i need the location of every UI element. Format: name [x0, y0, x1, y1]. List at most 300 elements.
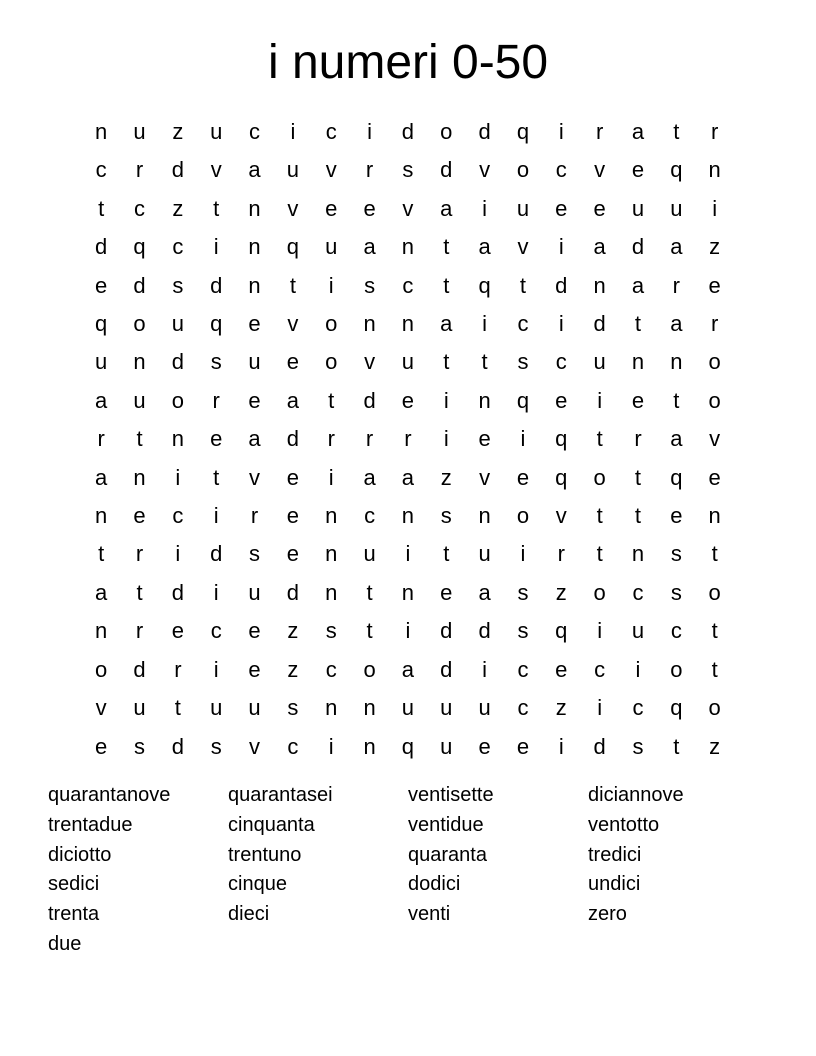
- grid-letter[interactable]: r: [250, 503, 259, 529]
- grid-letter[interactable]: n: [708, 157, 721, 183]
- grid-letter[interactable]: i: [405, 541, 411, 567]
- grid-letter[interactable]: u: [95, 349, 108, 375]
- grid-letter[interactable]: v: [479, 157, 491, 183]
- grid-letter[interactable]: e: [555, 195, 568, 221]
- grid-letter[interactable]: i: [328, 733, 334, 759]
- grid-letter[interactable]: n: [670, 349, 683, 375]
- grid-letter[interactable]: i: [635, 656, 641, 682]
- grid-letter[interactable]: a: [440, 195, 453, 221]
- grid-letter[interactable]: n: [708, 503, 721, 529]
- grid-letter[interactable]: t: [634, 464, 642, 490]
- grid-letter[interactable]: z: [709, 234, 721, 260]
- grid-letter[interactable]: n: [133, 464, 146, 490]
- grid-letter[interactable]: a: [631, 272, 645, 298]
- grid-letter[interactable]: s: [287, 695, 299, 721]
- grid-letter[interactable]: e: [286, 464, 300, 490]
- grid-letter[interactable]: r: [672, 272, 680, 298]
- grid-letter[interactable]: o: [133, 311, 146, 337]
- grid-letter[interactable]: s: [210, 733, 222, 759]
- grid-letter[interactable]: n: [171, 426, 184, 452]
- grid-letter[interactable]: q: [670, 464, 683, 490]
- grid-letter[interactable]: u: [133, 387, 146, 413]
- grid-letter[interactable]: d: [401, 119, 415, 144]
- grid-letter[interactable]: r: [135, 541, 144, 567]
- grid-letter[interactable]: r: [404, 426, 412, 452]
- grid-letter[interactable]: n: [325, 503, 338, 529]
- grid-letter[interactable]: n: [631, 541, 645, 567]
- word-bank-item: tredici: [588, 843, 642, 866]
- grid-letter[interactable]: i: [213, 579, 219, 605]
- grid-letter[interactable]: u: [478, 695, 491, 721]
- grid-letter[interactable]: z: [440, 464, 452, 490]
- grid-letter[interactable]: u: [325, 234, 338, 260]
- word-bank-item: due: [48, 932, 82, 955]
- grid-letter[interactable]: r: [365, 426, 374, 452]
- grid-letter[interactable]: t: [596, 503, 603, 529]
- grid-letter[interactable]: o: [708, 387, 721, 413]
- grid-letter[interactable]: i: [558, 733, 564, 759]
- word-bank-item: ventidue: [408, 813, 484, 836]
- grid-letter[interactable]: t: [634, 503, 642, 529]
- grid-letter[interactable]: c: [325, 119, 337, 144]
- grid-letter[interactable]: r: [97, 426, 105, 452]
- grid-letter[interactable]: a: [248, 157, 261, 183]
- grid-letter[interactable]: u: [440, 733, 453, 759]
- grid-letter[interactable]: i: [175, 464, 181, 490]
- grid-letter[interactable]: e: [95, 272, 108, 298]
- word-bank-item: trentuno: [228, 843, 302, 866]
- grid-letter[interactable]: i: [213, 234, 219, 260]
- grid-letter[interactable]: z: [555, 695, 567, 721]
- grid-letter[interactable]: o: [95, 656, 108, 682]
- grid-letter[interactable]: r: [634, 426, 642, 452]
- grid-letter[interactable]: n: [363, 311, 376, 337]
- grid-letter[interactable]: t: [136, 579, 143, 605]
- grid-letter[interactable]: n: [133, 349, 146, 375]
- grid-letter[interactable]: t: [443, 272, 450, 298]
- grid-letter[interactable]: t: [98, 541, 105, 567]
- grid-row: [82, 728, 734, 766]
- grid-letter[interactable]: o: [516, 503, 530, 529]
- grid-letter[interactable]: u: [631, 618, 645, 644]
- grid-letter[interactable]: i: [597, 387, 603, 413]
- grid-letter[interactable]: d: [478, 618, 491, 644]
- grid-letter[interactable]: c: [210, 618, 222, 644]
- grid-letter[interactable]: d: [210, 541, 223, 567]
- grid-letter[interactable]: d: [555, 272, 568, 298]
- grid-letter[interactable]: n: [95, 119, 108, 144]
- grid-letter[interactable]: c: [287, 733, 299, 759]
- grid-letter[interactable]: e: [478, 426, 491, 452]
- grid-letter[interactable]: d: [593, 311, 606, 337]
- grid-letter[interactable]: i: [597, 618, 603, 644]
- grid-letter[interactable]: s: [440, 503, 452, 529]
- grid-letter[interactable]: s: [670, 541, 682, 567]
- grid-letter[interactable]: o: [708, 695, 721, 721]
- grid-letter[interactable]: t: [519, 272, 527, 298]
- grid-letter[interactable]: u: [210, 695, 223, 721]
- grid-letter[interactable]: d: [171, 733, 184, 759]
- grid-letter[interactable]: n: [478, 387, 491, 413]
- grid-letter[interactable]: u: [248, 695, 261, 721]
- grid-letter[interactable]: e: [248, 387, 261, 413]
- grid-letter[interactable]: s: [210, 349, 222, 375]
- grid-letter[interactable]: t: [366, 579, 373, 605]
- grid-letter[interactable]: d: [631, 234, 645, 260]
- grid-letter[interactable]: o: [440, 119, 453, 144]
- grid-letter[interactable]: a: [95, 579, 108, 605]
- grid-letter[interactable]: a: [401, 464, 415, 490]
- grid-letter[interactable]: t: [328, 387, 335, 413]
- grid-letter[interactable]: u: [478, 541, 491, 567]
- grid-letter[interactable]: a: [670, 234, 683, 260]
- grid-letter[interactable]: n: [631, 349, 645, 375]
- word-bank-item: zero: [588, 903, 627, 926]
- grid-row: [82, 267, 734, 305]
- grid-letter[interactable]: v: [364, 349, 376, 375]
- grid-letter[interactable]: t: [634, 311, 642, 337]
- grid-letter[interactable]: d: [440, 656, 453, 682]
- grid-letter[interactable]: c: [249, 119, 261, 144]
- grid-letter[interactable]: n: [363, 695, 376, 721]
- grid-letter[interactable]: c: [555, 157, 567, 183]
- grid-letter[interactable]: t: [596, 541, 603, 567]
- grid-letter[interactable]: r: [365, 157, 374, 183]
- grid-letter[interactable]: t: [213, 195, 220, 221]
- grid-letter[interactable]: r: [327, 426, 335, 452]
- grid-letter[interactable]: e: [631, 387, 645, 413]
- grid-letter[interactable]: e: [593, 195, 606, 221]
- grid-letter[interactable]: c: [670, 618, 682, 644]
- grid-letter[interactable]: d: [133, 656, 146, 682]
- grid-letter[interactable]: v: [479, 464, 491, 490]
- grid-letter[interactable]: d: [593, 733, 606, 759]
- grid-letter[interactable]: n: [401, 579, 415, 605]
- grid-letter[interactable]: c: [632, 579, 644, 605]
- grid-letter[interactable]: n: [401, 311, 415, 337]
- grid-letter[interactable]: n: [401, 234, 415, 260]
- grid-letter[interactable]: o: [516, 157, 530, 183]
- grid-letter[interactable]: n: [95, 618, 108, 644]
- grid-letter[interactable]: i: [367, 119, 373, 144]
- grid-letter[interactable]: s: [670, 579, 682, 605]
- grid-letter[interactable]: d: [171, 157, 184, 183]
- grid-letter[interactable]: i: [443, 387, 449, 413]
- grid-letter[interactable]: c: [172, 503, 184, 529]
- grid-letter[interactable]: q: [555, 618, 568, 644]
- grid-letter[interactable]: q: [478, 272, 491, 298]
- word-bank-item: ventotto: [588, 813, 660, 836]
- grid-letter[interactable]: i: [520, 426, 526, 452]
- grid-letter[interactable]: e: [286, 503, 300, 529]
- grid-letter[interactable]: v: [210, 157, 222, 183]
- grid-letter[interactable]: a: [631, 119, 645, 144]
- grid-letter[interactable]: r: [135, 157, 144, 183]
- grid-letter[interactable]: i: [482, 195, 488, 221]
- grid-letter[interactable]: s: [364, 272, 376, 298]
- grid-letter[interactable]: n: [325, 695, 338, 721]
- grid-letter[interactable]: u: [286, 157, 300, 183]
- grid-letter[interactable]: a: [401, 656, 415, 682]
- word-bank-item: trenta: [48, 903, 100, 926]
- grid-letter[interactable]: s: [249, 541, 261, 567]
- grid-letter[interactable]: n: [363, 733, 376, 759]
- grid-letter[interactable]: n: [593, 272, 606, 298]
- grid-letter[interactable]: t: [366, 618, 373, 644]
- grid-letter[interactable]: n: [401, 503, 415, 529]
- grid-letter[interactable]: q: [670, 157, 683, 183]
- grid-letter[interactable]: c: [325, 656, 337, 682]
- grid-letter[interactable]: t: [481, 349, 488, 375]
- grid-letter[interactable]: v: [709, 426, 721, 452]
- grid-letter[interactable]: a: [478, 579, 491, 605]
- grid-letter[interactable]: s: [172, 272, 184, 298]
- grid-letter[interactable]: e: [555, 387, 568, 413]
- grid-letter[interactable]: e: [248, 618, 261, 644]
- grid-letter[interactable]: o: [325, 349, 338, 375]
- grid-letter[interactable]: a: [670, 311, 683, 337]
- grid-letter[interactable]: i: [175, 541, 181, 567]
- grid-letter[interactable]: u: [401, 695, 415, 721]
- grid-letter[interactable]: u: [210, 119, 223, 144]
- grid-letter[interactable]: e: [248, 311, 261, 337]
- grid-letter[interactable]: d: [478, 119, 491, 144]
- grid-letter[interactable]: z: [709, 733, 721, 759]
- grid-letter[interactable]: d: [440, 618, 453, 644]
- grid-letter[interactable]: q: [401, 733, 415, 759]
- grid-letter[interactable]: z: [287, 656, 299, 682]
- grid-letter[interactable]: c: [517, 695, 529, 721]
- grid-letter[interactable]: v: [594, 157, 606, 183]
- grid-letter[interactable]: t: [596, 426, 603, 452]
- grid-letter[interactable]: d: [363, 387, 376, 413]
- grid-letter[interactable]: d: [286, 579, 300, 605]
- grid-letter[interactable]: z: [287, 618, 299, 644]
- grid-letter[interactable]: s: [517, 349, 529, 375]
- grid-letter[interactable]: t: [673, 119, 680, 144]
- grid-letter[interactable]: t: [98, 195, 105, 221]
- grid-letter[interactable]: o: [593, 464, 606, 490]
- grid-letter[interactable]: i: [558, 119, 564, 144]
- grid-letter[interactable]: i: [558, 234, 564, 260]
- grid-letter[interactable]: q: [133, 234, 146, 260]
- grid-letter[interactable]: e: [325, 195, 338, 221]
- grid-letter[interactable]: q: [210, 311, 223, 337]
- grid-letter[interactable]: t: [289, 272, 296, 298]
- grid-letter[interactable]: o: [708, 349, 721, 375]
- grid-letter[interactable]: c: [517, 656, 529, 682]
- grid-letter[interactable]: c: [134, 195, 146, 221]
- grid-row: [82, 689, 734, 727]
- grid-letter[interactable]: a: [670, 426, 683, 452]
- grid-letter[interactable]: a: [363, 464, 376, 490]
- grid-letter[interactable]: e: [555, 656, 568, 682]
- grid-letter[interactable]: r: [711, 119, 719, 144]
- grid-letter[interactable]: r: [711, 311, 719, 337]
- grid-letter[interactable]: o: [325, 311, 338, 337]
- grid-letter[interactable]: q: [555, 464, 568, 490]
- grid-letter[interactable]: d: [210, 272, 223, 298]
- grid-letter[interactable]: a: [248, 426, 261, 452]
- grid-letter[interactable]: i: [482, 656, 488, 682]
- grid-letter[interactable]: d: [133, 272, 146, 298]
- grid-letter[interactable]: a: [593, 234, 606, 260]
- grid-letter[interactable]: c: [594, 656, 606, 682]
- grid-letter[interactable]: e: [708, 464, 721, 490]
- grid-letter[interactable]: d: [171, 579, 184, 605]
- word-bank-item: sedici: [48, 873, 100, 896]
- grid-letter[interactable]: e: [248, 656, 261, 682]
- grid-letter[interactable]: o: [593, 579, 606, 605]
- grid-letter[interactable]: s: [632, 733, 644, 759]
- grid-letter[interactable]: i: [405, 618, 411, 644]
- grid-letter[interactable]: e: [95, 733, 108, 759]
- grid-letter[interactable]: s: [402, 157, 414, 183]
- grid-letter[interactable]: s: [517, 618, 529, 644]
- grid-letter[interactable]: a: [286, 387, 300, 413]
- grid-letter[interactable]: s: [517, 579, 529, 605]
- grid-letter[interactable]: u: [401, 349, 415, 375]
- grid-letter[interactable]: e: [286, 349, 300, 375]
- grid-letter[interactable]: u: [248, 349, 261, 375]
- grid-letter[interactable]: t: [673, 733, 680, 759]
- grid-letter[interactable]: i: [520, 541, 526, 567]
- grid-letter[interactable]: d: [95, 234, 108, 260]
- grid-letter[interactable]: t: [443, 541, 450, 567]
- grid-letter[interactable]: e: [171, 618, 184, 644]
- grid-letter[interactable]: a: [95, 387, 108, 413]
- grid-letter[interactable]: o: [363, 656, 376, 682]
- grid-letter[interactable]: c: [555, 349, 567, 375]
- grid-letter[interactable]: a: [363, 234, 376, 260]
- grid-letter[interactable]: i: [290, 119, 296, 144]
- grid-letter[interactable]: e: [708, 272, 721, 298]
- grid-letter[interactable]: i: [482, 311, 488, 337]
- grid-letter[interactable]: i: [712, 195, 718, 221]
- grid-letter[interactable]: a: [440, 311, 453, 337]
- grid-letter[interactable]: u: [171, 311, 184, 337]
- grid-letter[interactable]: u: [363, 541, 376, 567]
- grid-letter[interactable]: d: [440, 157, 453, 183]
- grid-letter[interactable]: d: [171, 349, 184, 375]
- grid-letter[interactable]: u: [133, 119, 146, 144]
- grid-letter[interactable]: e: [133, 503, 146, 529]
- grid-letter[interactable]: u: [248, 579, 261, 605]
- grid-letter[interactable]: c: [172, 234, 184, 260]
- grid-letter[interactable]: d: [286, 426, 300, 452]
- grid-letter[interactable]: n: [478, 503, 491, 529]
- grid-letter[interactable]: a: [95, 464, 108, 490]
- grid-letter[interactable]: e: [363, 195, 376, 221]
- grid-letter[interactable]: t: [711, 541, 718, 567]
- grid-letter[interactable]: e: [631, 157, 645, 183]
- grid-letter[interactable]: e: [440, 579, 453, 605]
- grid-letter[interactable]: n: [95, 503, 108, 529]
- grid-letter[interactable]: n: [248, 272, 261, 298]
- grid-letter[interactable]: s: [325, 618, 337, 644]
- grid-letter[interactable]: i: [558, 311, 564, 337]
- grid-letter[interactable]: n: [325, 541, 338, 567]
- grid-letter[interactable]: o: [708, 579, 721, 605]
- grid-letter[interactable]: q: [286, 234, 300, 260]
- grid-letter[interactable]: v: [95, 695, 107, 721]
- grid-letter[interactable]: n: [248, 234, 261, 260]
- grid-letter[interactable]: r: [135, 618, 144, 644]
- grid-letter[interactable]: i: [213, 503, 219, 529]
- grid-letter[interactable]: r: [212, 387, 220, 413]
- grid-letter[interactable]: q: [516, 119, 530, 144]
- grid-letter[interactable]: t: [711, 618, 718, 644]
- grid-letter[interactable]: t: [443, 349, 450, 375]
- grid-letter[interactable]: i: [328, 464, 334, 490]
- grid-letter[interactable]: c: [517, 311, 529, 337]
- grid-letter[interactable]: u: [670, 195, 683, 221]
- grid-letter[interactable]: z: [172, 195, 184, 221]
- grid-letter[interactable]: a: [478, 234, 491, 260]
- grid-letter[interactable]: v: [555, 503, 567, 529]
- grid-letter[interactable]: o: [171, 387, 184, 413]
- grid-letter[interactable]: q: [555, 426, 568, 452]
- grid-letter[interactable]: n: [325, 579, 338, 605]
- grid-letter[interactable]: r: [557, 541, 565, 567]
- grid-letter[interactable]: e: [401, 387, 415, 413]
- grid-letter[interactable]: u: [593, 349, 606, 375]
- grid-letter[interactable]: u: [133, 695, 146, 721]
- grid-letter[interactable]: c: [632, 695, 644, 721]
- grid-letter[interactable]: s: [134, 733, 146, 759]
- grid-letter[interactable]: q: [516, 387, 530, 413]
- grid-letter[interactable]: r: [174, 656, 182, 682]
- grid-letter[interactable]: e: [478, 733, 491, 759]
- grid-letter[interactable]: v: [517, 234, 529, 260]
- grid-letter[interactable]: q: [670, 695, 683, 721]
- grid-letter[interactable]: e: [516, 464, 530, 490]
- grid-letter[interactable]: v: [325, 157, 337, 183]
- grid-letter[interactable]: t: [136, 426, 143, 452]
- grid-letter[interactable]: c: [95, 157, 107, 183]
- grid-letter[interactable]: i: [443, 426, 449, 452]
- grid-letter[interactable]: z: [172, 119, 184, 144]
- grid-letter[interactable]: z: [555, 579, 567, 605]
- grid-letter[interactable]: e: [286, 541, 300, 567]
- grid-letter[interactable]: v: [249, 733, 261, 759]
- grid-letter[interactable]: u: [631, 195, 645, 221]
- grid-letter[interactable]: c: [364, 503, 376, 529]
- grid-letter[interactable]: i: [213, 656, 219, 682]
- grid-letter[interactable]: t: [711, 656, 718, 682]
- grid-letter[interactable]: t: [174, 695, 181, 721]
- grid-letter[interactable]: r: [595, 119, 604, 144]
- grid-letter[interactable]: o: [670, 656, 683, 682]
- grid-letter[interactable]: v: [249, 464, 261, 490]
- grid-letter[interactable]: v: [287, 195, 299, 221]
- grid-letter[interactable]: v: [287, 311, 299, 337]
- grid-letter[interactable]: e: [670, 503, 683, 529]
- grid-letter[interactable]: v: [402, 195, 414, 221]
- grid-letter[interactable]: e: [516, 733, 530, 759]
- grid-letter[interactable]: c: [402, 272, 414, 298]
- grid-letter[interactable]: n: [248, 195, 261, 221]
- grid-letter[interactable]: t: [213, 464, 220, 490]
- grid-letter[interactable]: u: [440, 695, 453, 721]
- grid-letter[interactable]: i: [597, 695, 603, 721]
- grid-letter[interactable]: q: [95, 311, 108, 337]
- grid-letter[interactable]: u: [516, 195, 530, 221]
- grid-letter[interactable]: i: [328, 272, 334, 298]
- grid-letter[interactable]: e: [210, 426, 223, 452]
- grid-letter[interactable]: t: [443, 234, 450, 260]
- grid-letter[interactable]: t: [673, 387, 680, 413]
